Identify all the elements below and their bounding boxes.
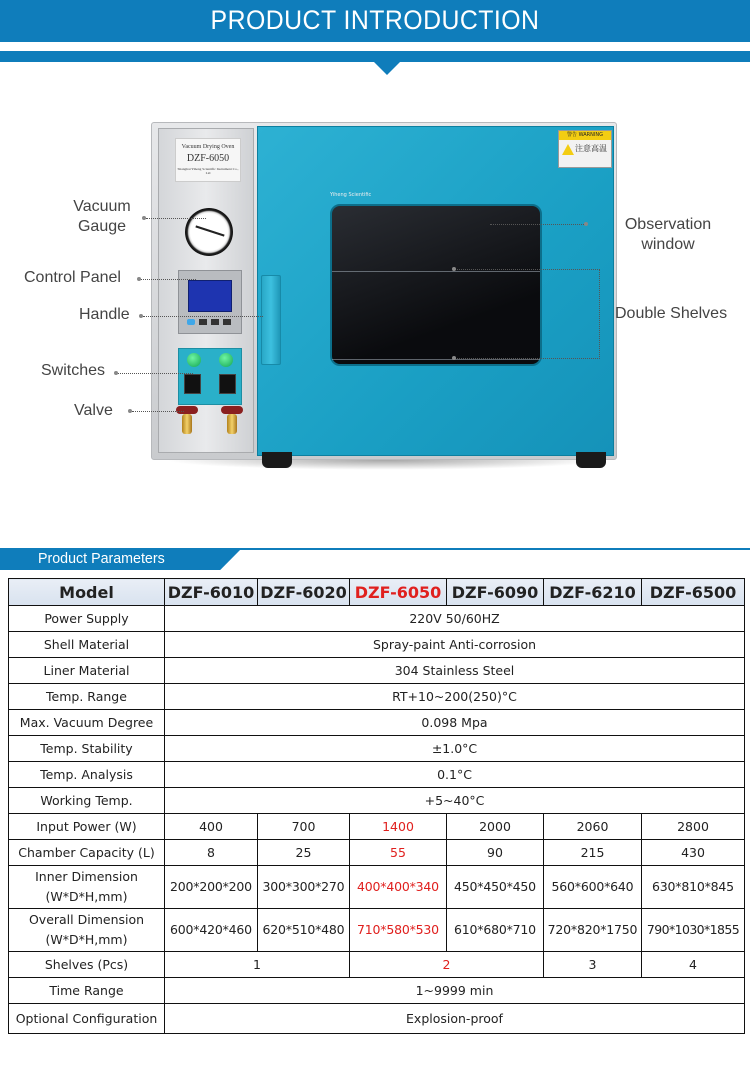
table-row <box>9 632 745 658</box>
cell: 8 <box>165 840 258 866</box>
nameplate-title: Vacuum Drying Oven <box>181 144 235 150</box>
table-row <box>9 658 745 684</box>
cell: 25 <box>258 840 350 866</box>
row-label-line: Inner Dimension <box>35 869 138 884</box>
cell: 430 <box>642 840 745 866</box>
shelf-line <box>332 271 540 272</box>
row-label: Optional Configuration <box>9 1004 165 1034</box>
cell: 90 <box>447 840 544 866</box>
cell: 4 <box>642 952 745 978</box>
row-value: Explosion-proof <box>165 1004 745 1034</box>
row-label: Input Power (W) <box>9 814 165 840</box>
cell: 2000 <box>447 814 544 840</box>
table-row <box>9 684 745 710</box>
cell: 700 <box>258 814 350 840</box>
callout-handle: Handle <box>79 306 130 323</box>
valve-icon <box>221 406 243 436</box>
callout-leader <box>490 224 584 225</box>
rocker-switch-icon <box>184 374 201 394</box>
cell: 610*680*710 <box>447 909 544 952</box>
row-value: 220V 50/60HZ <box>165 606 745 632</box>
row-label <box>9 866 165 909</box>
control-screen <box>188 280 232 312</box>
row-label <box>9 909 165 952</box>
cell: 3 <box>544 952 642 978</box>
table-row <box>9 814 745 840</box>
cell-highlighted: 1400 <box>350 814 447 840</box>
callout-leader <box>118 373 193 374</box>
indicator-light-icon <box>219 353 233 367</box>
table-row <box>9 710 745 736</box>
cell: 200*200*200 <box>165 866 258 909</box>
callout-dot <box>584 222 588 226</box>
table-row <box>9 978 745 1004</box>
cell: 790*1030*1855 <box>642 909 745 952</box>
callout-vacuum-gauge: Vacuum Gauge <box>73 198 131 235</box>
cell: 400 <box>165 814 258 840</box>
table-row <box>9 762 745 788</box>
row-label: Working Temp. <box>9 788 165 814</box>
oven-foot <box>576 452 606 468</box>
door-handle <box>261 275 281 365</box>
callout-control-panel: Control Panel <box>24 269 121 286</box>
parameters-header-line <box>220 548 750 550</box>
row-value: +5~40°C <box>165 788 745 814</box>
control-buttons <box>187 319 231 325</box>
cell-highlighted: 400*400*340 <box>350 866 447 909</box>
table-row <box>9 952 745 978</box>
nameplate-maker: Shanghai Yiheng Scientific Instrument Co., Ltd <box>177 167 239 175</box>
header-model: DZF-6500 <box>642 579 745 606</box>
row-label: Max. Vacuum Degree <box>9 710 165 736</box>
row-label-line: Overall Dimension <box>28 912 145 927</box>
section-banner <box>0 0 750 42</box>
callout-leader <box>143 316 263 317</box>
callout-dot <box>452 267 456 271</box>
warning-label-text: 注意高温 <box>575 144 607 153</box>
header-model-label: Model <box>9 579 165 606</box>
callout-observation-window: Observation window <box>624 216 712 253</box>
table-row <box>9 788 745 814</box>
cell: 620*510*480 <box>258 909 350 952</box>
shelf-line <box>332 359 540 360</box>
row-value: RT+10~200(250)°C <box>165 684 745 710</box>
cell: 450*450*450 <box>447 866 544 909</box>
callout-leader <box>141 279 196 280</box>
cell-highlighted: 2 <box>350 952 544 978</box>
cell: 1 <box>165 952 350 978</box>
callout-leader <box>132 411 184 412</box>
table-header-row <box>9 579 745 606</box>
callout-double-shelves: Double Shelves <box>615 305 728 322</box>
vacuum-gauge-icon <box>185 208 233 256</box>
indicator-light-icon <box>187 353 201 367</box>
row-label: Shelves (Pcs) <box>9 952 165 978</box>
row-label: Temp. Range <box>9 684 165 710</box>
warning-label-head: 警告 WARNING <box>559 131 611 140</box>
row-value: 1~9999 min <box>165 978 745 1004</box>
row-label: Temp. Stability <box>9 736 165 762</box>
cell: 720*820*1750 <box>544 909 642 952</box>
table-row <box>9 840 745 866</box>
cell: 2800 <box>642 814 745 840</box>
table-row <box>9 736 745 762</box>
row-label: Shell Material <box>9 632 165 658</box>
header-model-highlighted: DZF-6050 <box>350 579 447 606</box>
table-row <box>9 606 745 632</box>
cell: 215 <box>544 840 642 866</box>
door-logo: Yiheng Scientific <box>330 192 372 198</box>
table-row <box>9 1004 745 1034</box>
product-illustration <box>0 80 750 540</box>
callout-valve: Valve <box>74 402 113 419</box>
callout-leader <box>455 358 600 359</box>
callout-leader <box>146 218 206 219</box>
callout-leader <box>455 269 600 270</box>
row-label: Liner Material <box>9 658 165 684</box>
row-label: Power Supply <box>9 606 165 632</box>
header-model: DZF-6010 <box>165 579 258 606</box>
row-value: ±1.0°C <box>165 736 745 762</box>
cell: 300*300*270 <box>258 866 350 909</box>
parameters-title: Product Parameters <box>38 550 165 567</box>
nameplate-model: DZF-6050 <box>186 153 230 164</box>
cell: 2060 <box>544 814 642 840</box>
rocker-switch-icon <box>219 374 236 394</box>
row-value: 0.098 Mpa <box>165 710 745 736</box>
oven-foot <box>262 452 292 468</box>
banner-pointer-icon <box>374 62 400 75</box>
table-row <box>9 866 745 909</box>
row-label-line: (W*D*H,mm) <box>45 889 128 904</box>
warning-triangle-icon <box>562 144 574 155</box>
banner-title: PRODUCT INTRODUCTION <box>210 5 540 35</box>
table-row <box>9 909 745 952</box>
row-label: Time Range <box>9 978 165 1004</box>
cell: 630*810*845 <box>642 866 745 909</box>
parameters-header <box>0 548 750 570</box>
oven-nameplate <box>175 138 241 182</box>
cell: 600*420*460 <box>165 909 258 952</box>
callout-switches: Switches <box>41 362 106 379</box>
row-label: Temp. Analysis <box>9 762 165 788</box>
header-model: DZF-6210 <box>544 579 642 606</box>
cell-highlighted: 710*580*530 <box>350 909 447 952</box>
callout-dot <box>452 356 456 360</box>
cell-highlighted: 55 <box>350 840 447 866</box>
row-label: Chamber Capacity (L) <box>9 840 165 866</box>
switch-plate <box>178 348 242 405</box>
banner-underline <box>0 51 750 62</box>
header-model: DZF-6090 <box>447 579 544 606</box>
row-value: Spray-paint Anti-corrosion <box>165 632 745 658</box>
header-model: DZF-6020 <box>258 579 350 606</box>
callout-bracket <box>599 269 600 359</box>
observation-window <box>330 204 542 366</box>
row-value: 304 Stainless Steel <box>165 658 745 684</box>
cell: 560*600*640 <box>544 866 642 909</box>
row-label-line: (W*D*H,mm) <box>45 932 128 947</box>
parameters-table <box>8 578 745 1034</box>
row-value: 0.1°C <box>165 762 745 788</box>
warning-label <box>558 130 612 168</box>
